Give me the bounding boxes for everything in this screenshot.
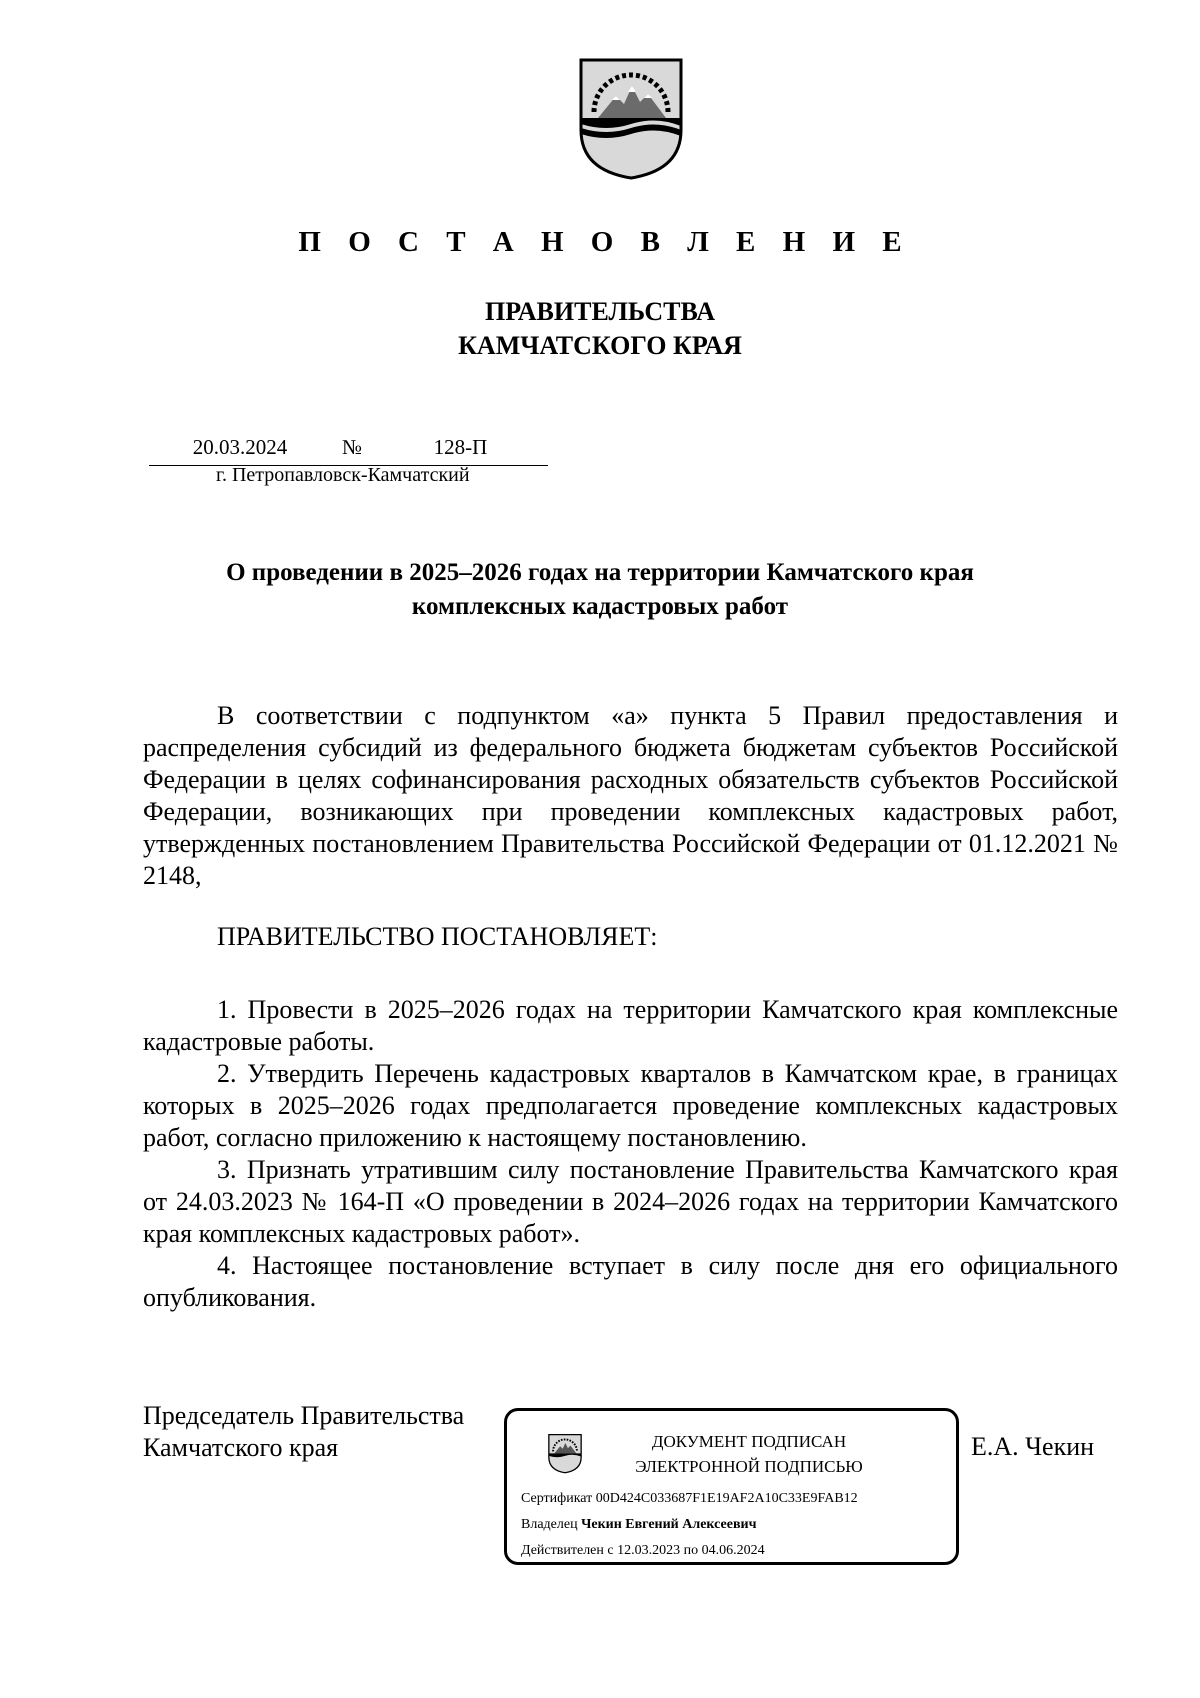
decree-item-3: 3. Признать утратившим силу постановление Правительства Камчатского края от 24.03.2023 № 164-П «О проведении в 2024–2026 годах на территории Камчатского края комплексных кадастровых работ». bbox=[143, 1155, 1118, 1248]
issuer-line-1: ПРАВИТЕЛЬСТВА bbox=[485, 297, 715, 326]
kamchatka-coat-of-arms-icon bbox=[576, 52, 686, 182]
kamchatka-coat-of-arms-icon bbox=[545, 1432, 585, 1474]
document-type: П О С Т А Н О В Л Е Н И Е bbox=[298, 226, 912, 258]
subject-line-1: О проведении в 2025–2026 годах на территории Камчатского края bbox=[226, 559, 974, 586]
valid-from-date: 12.03.2023 bbox=[617, 1543, 681, 1558]
issuer-line-2: КАМЧАТСКОГО КРАЯ bbox=[458, 331, 742, 360]
document-number-label: № bbox=[331, 435, 373, 466]
document-date: 20.03.2024 bbox=[149, 435, 331, 466]
decree-item-2: 2. Утвердить Перечень кадастровых кварталов в Камчатском крае, в границах которых в 2025–2026 годах предполагается проведение комплексных кадастровых работ, согласно приложению к настоящему постановлению. bbox=[143, 1059, 1118, 1152]
subject-line-2: комплексных кадастровых работ bbox=[411, 593, 789, 620]
decree-items bbox=[143, 994, 1118, 1314]
e-signature-title-line-1: ДОКУМЕНТ ПОДПИСАН bbox=[651, 1432, 847, 1451]
document-subject bbox=[100, 556, 1100, 624]
e-signature-title-line-2: ЭЛЕКТРОННОЙ ПОДПИСЬЮ bbox=[635, 1457, 863, 1476]
preamble bbox=[143, 700, 1118, 892]
decree-item-4: 4. Настоящее постановление вступает в силу после дня его официального опубликования. bbox=[143, 1251, 1118, 1312]
valid-to-label: по bbox=[683, 1543, 699, 1558]
preamble-paragraph: В соответствии с подпунктом «а» пункта 5 Правил предоставления и распределения субсидий из федерального бюджета бюджетам субъектов Российской Федерации в целях софинансирования расходных обязательств субъектов Российской Федерации, возникающих при проведении комплексных кадастровых работ, утвержденных постановлением Правительства Российской Федерации от 01.12.2021 № 2148, bbox=[143, 701, 1118, 890]
decree-item-1: 1. Провести в 2025–2026 годах на территории Камчатского края комплексные кадастровые работы. bbox=[143, 995, 1118, 1056]
electronic-signature-stamp bbox=[504, 1408, 959, 1565]
signatory-title bbox=[143, 1400, 464, 1464]
validity-row bbox=[521, 1543, 765, 1559]
signatory-title-line-2: Камчатского края bbox=[143, 1433, 339, 1462]
document-place: г. Петропавловск-Камчатский bbox=[216, 464, 470, 486]
certificate-label: Сертификат bbox=[521, 1491, 593, 1506]
owner-label: Владелец bbox=[521, 1517, 578, 1532]
e-signature-title bbox=[619, 1429, 879, 1479]
certificate-row bbox=[521, 1491, 858, 1507]
valid-from-label: Действителен с bbox=[521, 1543, 614, 1558]
issuer bbox=[0, 295, 1200, 363]
signatory-title-line-1: Председатель Правительства bbox=[143, 1401, 465, 1430]
document-number: 128-П bbox=[373, 435, 548, 466]
owner-value: Чекин Евгений Алексеевич bbox=[581, 1517, 757, 1532]
signatory-name: Е.А. Чекин bbox=[971, 1432, 1095, 1461]
decree-statement: ПРАВИТЕЛЬСТВО ПОСТАНОВЛЯЕТ: bbox=[217, 922, 658, 951]
valid-to-date: 04.06.2024 bbox=[701, 1543, 765, 1558]
certificate-value: 00D424C033687F1E19AF2A10C33E9FAB12 bbox=[595, 1491, 858, 1506]
owner-row bbox=[521, 1517, 756, 1533]
